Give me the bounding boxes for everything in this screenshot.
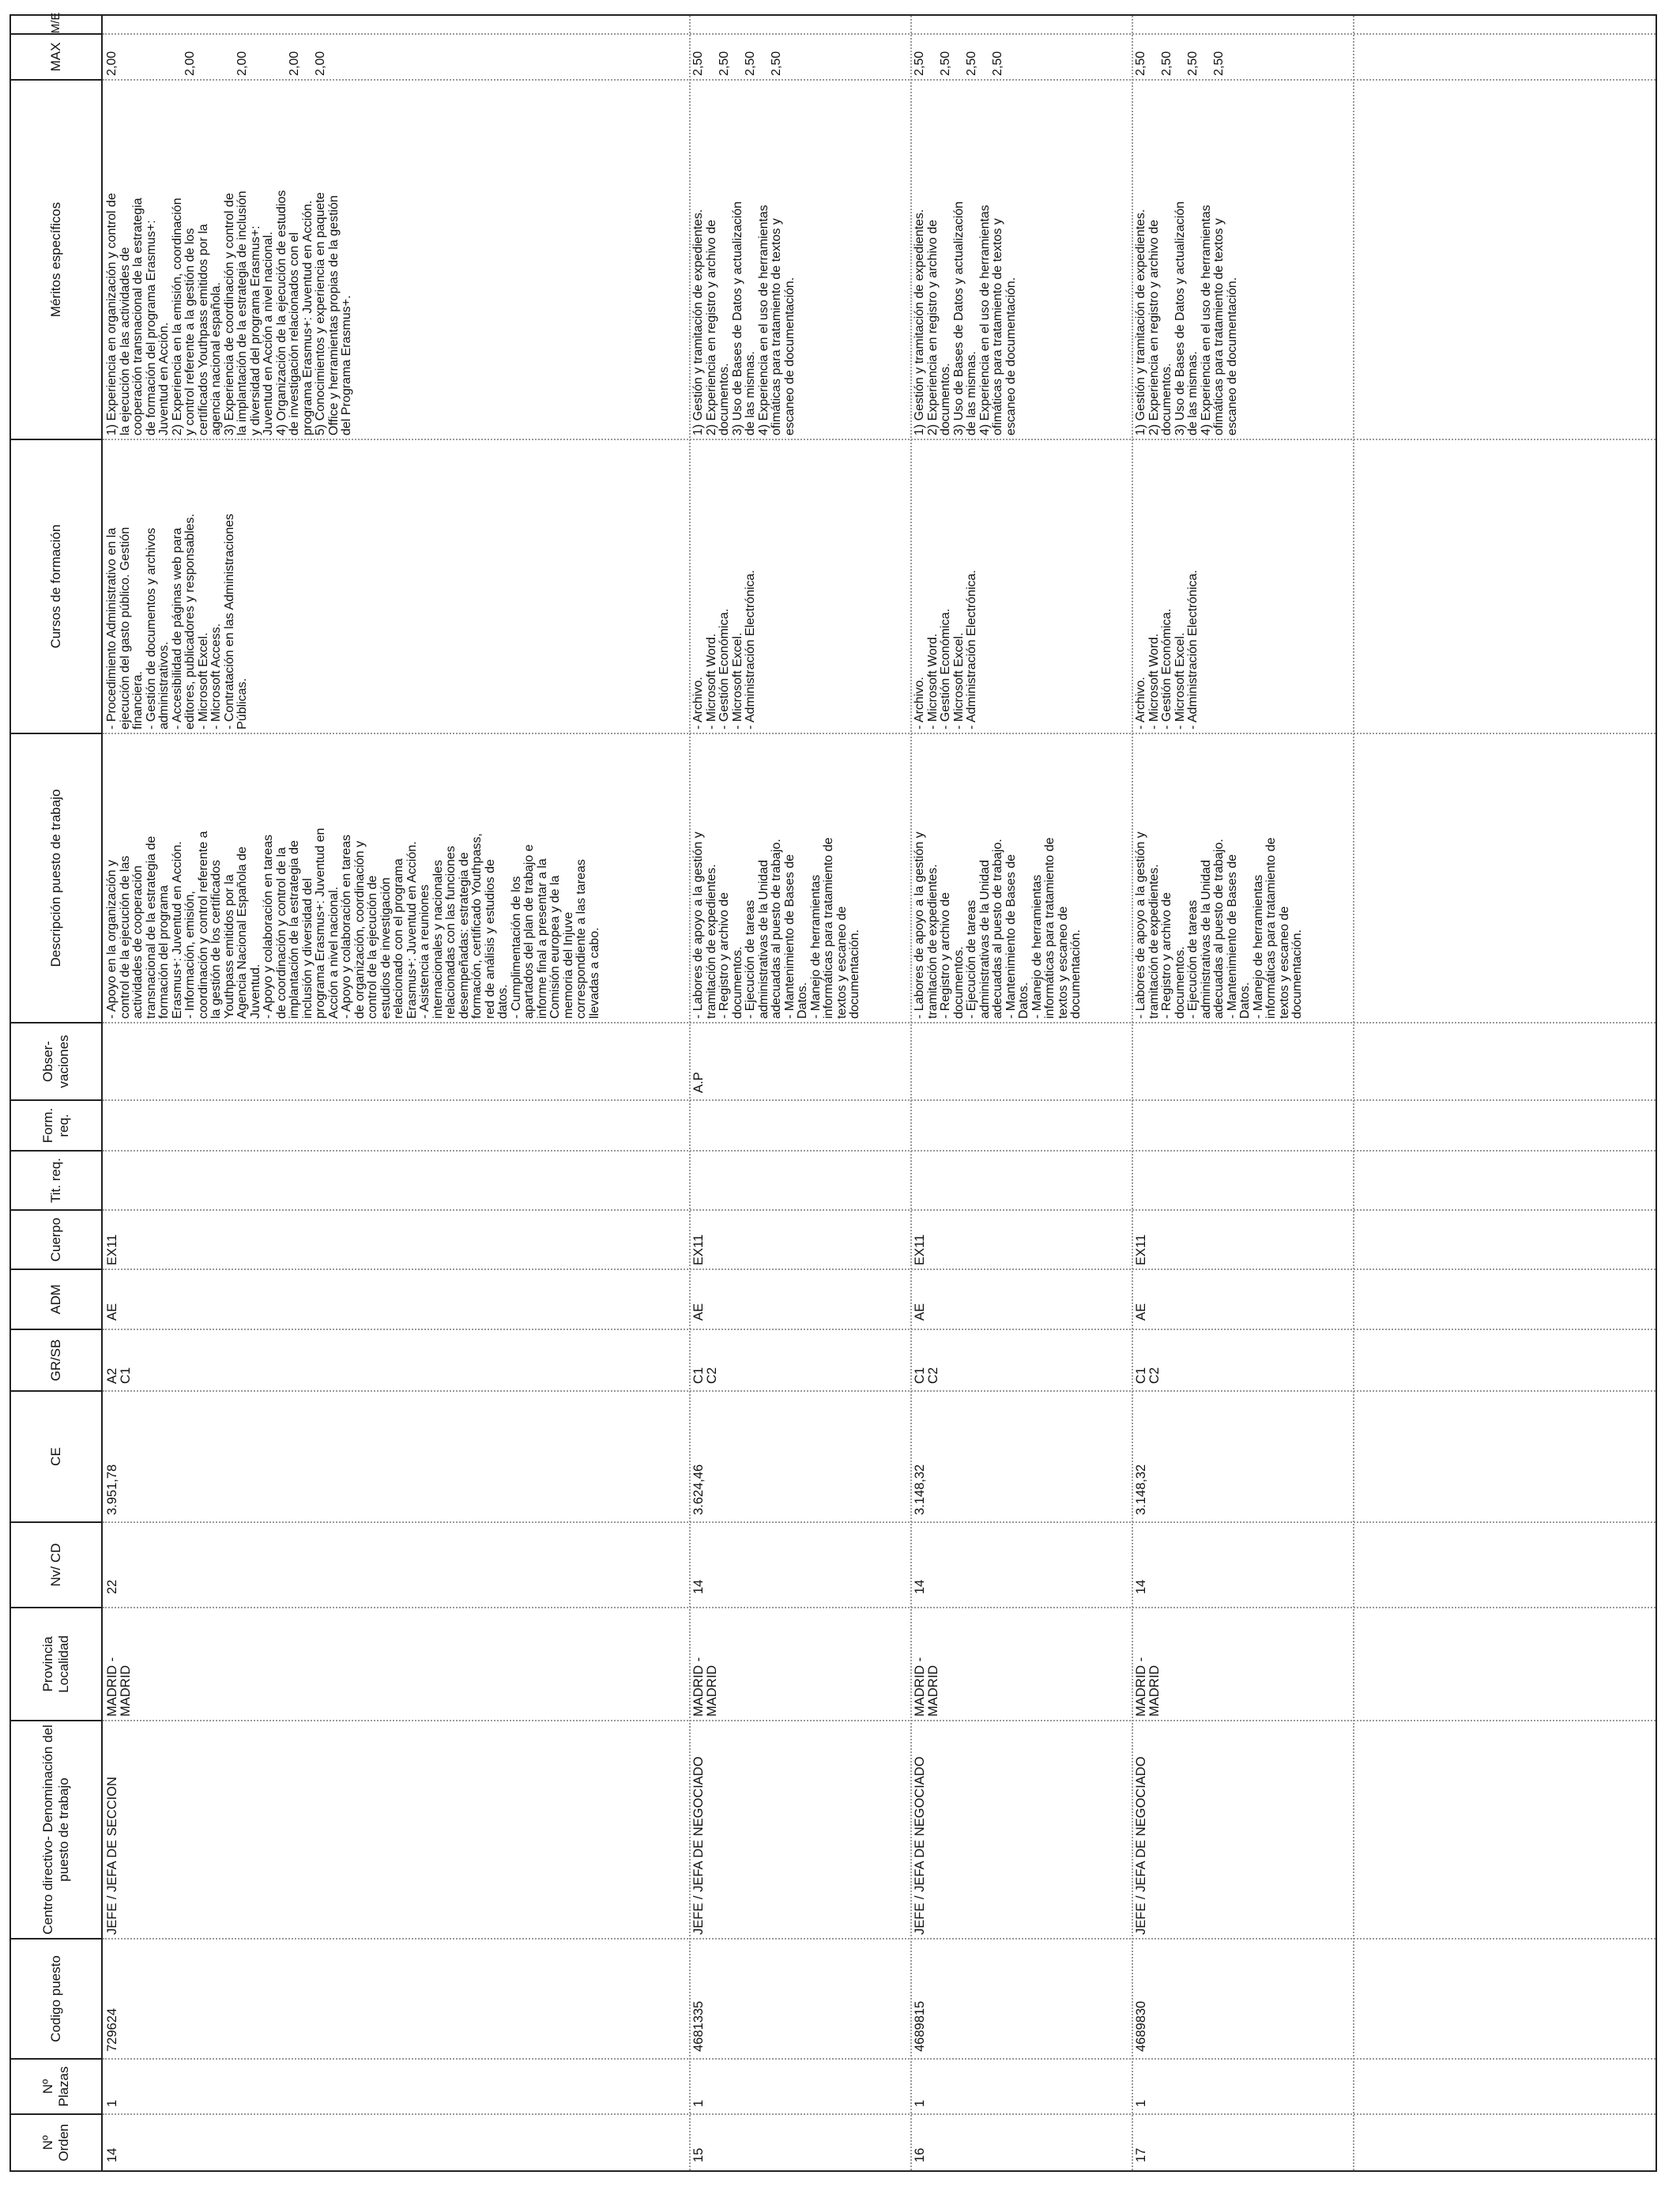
header-titulacion: Tit. req. (11, 1150, 101, 1209)
max-score (250, 36, 263, 76)
header-adm: ADM (11, 1269, 101, 1329)
max-score (1200, 36, 1214, 76)
row-cursos: - Archivo. - Microsoft Word. - Gestión Económica. - Microsoft Excel. - Administración Electrónica. (691, 570, 757, 729)
max-score (158, 36, 171, 76)
row-codigo: 4681335 (691, 2000, 706, 2052)
row-nivel: 22 (105, 1579, 119, 1594)
row-orden: 14 (105, 2147, 119, 2162)
max-score (210, 36, 224, 76)
row-nivel: 14 (1134, 1579, 1148, 1594)
row-ce: 3.624,46 (691, 1464, 706, 1515)
row-cuerpo: EX11 (105, 1234, 119, 1265)
row-adm: AE (105, 1302, 119, 1321)
max-score (732, 36, 745, 76)
row-cuerpo: EX11 (691, 1234, 706, 1265)
row-adm: AE (913, 1302, 927, 1321)
max-score: 2,50 (744, 51, 757, 76)
row-provincia: MADRID - MADRID (913, 1657, 940, 1717)
max-score (1148, 36, 1162, 76)
header-formacion: Form. req. (11, 1099, 101, 1150)
row-meritos: 1) Gestión y tramitación de expedientes. 2) Experiencia en registro y archivo de documentos. 3) Uso de Bases de Datos y actualización de las mismas. 4) Experiencia en el uso de herramientas ofimáticas para tratamiento de textos y escaneo de documentación. (691, 201, 797, 435)
max-score: 2,50 (1186, 51, 1200, 76)
row-nivel: 14 (691, 1579, 706, 1594)
max-score: 2,50 (939, 51, 952, 76)
row-max (692, 36, 784, 76)
row-grupo: C1 C2 (691, 1367, 719, 1384)
row-grupo: A2 C1 (105, 1367, 133, 1384)
max-score (302, 36, 315, 76)
max-score (927, 36, 940, 76)
header-ce: CE (11, 1390, 101, 1521)
max-score (119, 36, 133, 76)
header-descripcion: Descripción puesto de trabajo (11, 733, 101, 1022)
row-orden: 15 (691, 2147, 706, 2162)
row-codigo: 729624 (105, 2007, 119, 2052)
row-plazas: 1 (105, 2099, 119, 2107)
row-meritos: 1) Gestión y tramitación de expedientes. 2) Experiencia en registro y archivo de documentos. 3) Uso de Bases de Datos y actualización de las mismas. 4) Experiencia en el uso de herramientas ofimáticas para tratamiento de textos y escaneo de documentación. (1134, 201, 1239, 435)
max-score (1174, 36, 1188, 76)
row-descripcion: - Labores de apoyo a la gestión y tramitación de expedientes. - Registro y archivo de documentos. - Ejecución de tareas administrativas de la Unidad adecuadas al puesto de trabajo. - Mantenimiento de Bases de Datos. - Manejo de herramientas informáticas para tratamiento de textos y escaneo de documentación. (913, 831, 1083, 1019)
row-orden: 16 (913, 2147, 927, 2162)
row-centro: JEFE / JEFA DE NEGOCIADO (691, 1756, 706, 1935)
max-score (706, 36, 719, 76)
table-body (103, 14, 1657, 2172)
row-plazas: 1 (913, 2099, 927, 2107)
max-score: 2,00 (288, 51, 301, 76)
max-score (953, 36, 966, 76)
max-score (758, 36, 771, 76)
max-score: 2,50 (991, 51, 1004, 76)
row-max (1135, 36, 1226, 76)
header-provincia: Provincia Localidad (11, 1607, 101, 1720)
row-grupo: C1 C2 (913, 1367, 940, 1384)
row-centro: JEFE / JEFA DE NEGOCIADO (1134, 1756, 1148, 1935)
row-provincia: MADRID - MADRID (105, 1657, 133, 1717)
row-descripcion: - Labores de apoyo a la gestión y tramitación de expedientes. - Registro y archivo de documentos. - Ejecución de tareas administrativas de la Unidad adecuadas al puesto de trabajo. - Mantenimiento de Bases de Datos. - Manejo de herramientas informáticas para tratamiento de textos y escaneo de documentación. (1134, 831, 1304, 1019)
row-grupo: C1 C2 (1134, 1367, 1162, 1384)
header-observaciones: Obser- vaciones (11, 1022, 101, 1099)
row-plazas: 1 (691, 2099, 706, 2107)
max-score: 2,00 (314, 51, 327, 76)
max-score: 2,50 (691, 51, 705, 76)
max-score: 2,50 (913, 51, 926, 76)
header-plazas: Nº Plazas (11, 2058, 101, 2113)
row-cursos: - Procedimiento Administrativo en la ejecución del gasto público. Gestión financiera. - Gestión de documentos y archivos administrativos. - Accesibilidad de páginas web para editores, publicadores y responsables. - Microsoft Excel. - Microsoft Access. - Contratación en las Administraciones Públicas. (105, 513, 249, 729)
header-orden: Nº Orden (11, 2113, 101, 2170)
row-ce: 3.951,78 (105, 1464, 119, 1515)
header-cursos: Cursos de formación (11, 439, 101, 733)
row-centro: JEFE / JEFA DE SECCION (105, 1777, 119, 1935)
row-codigo: 4689830 (1134, 2000, 1148, 2052)
header-codigo: Codigo puesto (11, 1938, 101, 2058)
row-cuerpo: EX11 (913, 1234, 927, 1265)
table-header (9, 14, 103, 2172)
row-cursos: - Archivo. - Microsoft Word. - Gestión Económica. - Microsoft Excel. - Administración Electrónica. (913, 570, 978, 729)
max-score: 2,50 (1134, 51, 1147, 76)
header-max: MAX (11, 33, 101, 79)
header-grupo: GR/SB (11, 1329, 101, 1390)
max-score: 2,50 (718, 51, 731, 76)
max-score (979, 36, 993, 76)
header-cuerpo: Cuerpo (11, 1209, 101, 1269)
row-ce: 3.148,32 (913, 1464, 927, 1515)
row-plazas: 1 (1134, 2099, 1148, 2107)
row-observaciones: A.P (691, 1072, 706, 1093)
row-cursos: - Archivo. - Microsoft Word. - Gestión Económica. - Microsoft Excel. - Administración Electrónica. (1134, 570, 1200, 729)
max-score (171, 36, 185, 76)
max-score: 2,00 (235, 51, 249, 76)
row-codigo: 4689815 (913, 2000, 927, 2052)
row-provincia: MADRID - MADRID (1134, 1657, 1162, 1717)
row-ce: 3.148,32 (1134, 1464, 1148, 1515)
vacancy-table (9, 14, 1657, 2172)
row-max (913, 36, 1005, 76)
max-score (198, 36, 211, 76)
max-score (276, 36, 289, 76)
header-me: M/E (49, 12, 62, 34)
max-score: 2,00 (183, 51, 197, 76)
row-provincia: MADRID - MADRID (691, 1657, 719, 1717)
max-score: 2,50 (965, 51, 978, 76)
max-score: 2,50 (770, 51, 783, 76)
max-score: 2,50 (1212, 51, 1226, 76)
row-orden: 17 (1134, 2147, 1148, 2162)
row-nivel: 14 (913, 1579, 927, 1594)
max-score (224, 36, 237, 76)
max-score (262, 36, 276, 76)
max-score (132, 36, 145, 76)
row-centro: JEFE / JEFA DE NEGOCIADO (913, 1756, 927, 1935)
row-max (106, 36, 328, 76)
max-score: 2,50 (1160, 51, 1173, 76)
header-centro: Centro directivo- Denominación del puesto de trabajo (11, 1720, 101, 1938)
row-cuerpo: EX11 (1134, 1234, 1148, 1265)
row-descripcion: - Labores de apoyo a la gestión y tramitación de expedientes. - Registro y archivo de documentos. - Ejecución de tareas administrativas de la Unidad adecuadas al puesto de trabajo. - Mantenimiento de Bases de Datos. - Manejo de herramientas informáticas para tratamiento de textos y escaneo de documentación. (691, 831, 861, 1019)
row-descripcion: - Apoyo en la organización y control de la ejecución de las actividades de cooperación transnacional de la estrategia de formación del programa Erasmus+: Juventud en Acción. - Información, emisión, coordinación y control referente a la gestión de los certificados Youthpass emitidos por la Agencia Nacional Española de Juventud. - Apoyo y colaboración en tareas de coordinación y control de la implantación de la estrategia de inclusión y diversidad del programa Erasmus+: Juventud en Acción a nivel nacional. - Apoyo y colaboración en tareas de organización, coordinación y control de la ejecución de estudios de investigación relacionado con el programa Erasmus+: Juventud en Acción. - Asistencia a reuniones internacionales y nacionales relacionadas con las funciones desempeñadas: estrategia de formación, certificado Youthpass, red de análisis y estudios de datos. - Cumplimentación de los apartados del plan de trabajo e informe final a presentar a la Comisión europea y de la memoria del Injuve correspondiente a las tareas llevadas a cabo. (105, 827, 601, 1019)
row-adm: AE (1134, 1302, 1148, 1321)
row-meritos: 1) Gestión y tramitación de expedientes. 2) Experiencia en registro y archivo de documentos. 3) Uso de Bases de Datos y actualización de las mismas. 4) Experiencia en el uso de herramientas ofimáticas para tratamiento de textos y escaneo de documentación. (913, 201, 1018, 435)
header-meritos: Méritos específicos (11, 79, 101, 439)
max-score: 2,00 (105, 51, 119, 76)
header-nivel: Nv/ CD (11, 1521, 101, 1607)
row-meritos: 1) Experiencia en organización y control de la ejecución de las actividades de cooperación transnacional de la estrategia de formación del programa Erasmus+: Juventud en Acción. 2) Experiencia en la emisión, coordinación y control referente a la gestión de los certificados Youthpass emitidos por la agencia nacional española. 3) Experiencia de coordinación y control de la implantación de la estrategia de inclusión y diversidad del programa Erasmus+: Juventud en Acción a nivel nacional. 4) Organización de la ejecución de estudios de investigación relacionados con el programa Erasmus+: Juventud en Acción. 5) Conocimientos y experiencia en paquete Office y herramientas propias de la gestión del Programa Erasmus+. (105, 190, 353, 435)
max-score (145, 36, 159, 76)
row-adm: AE (691, 1302, 706, 1321)
